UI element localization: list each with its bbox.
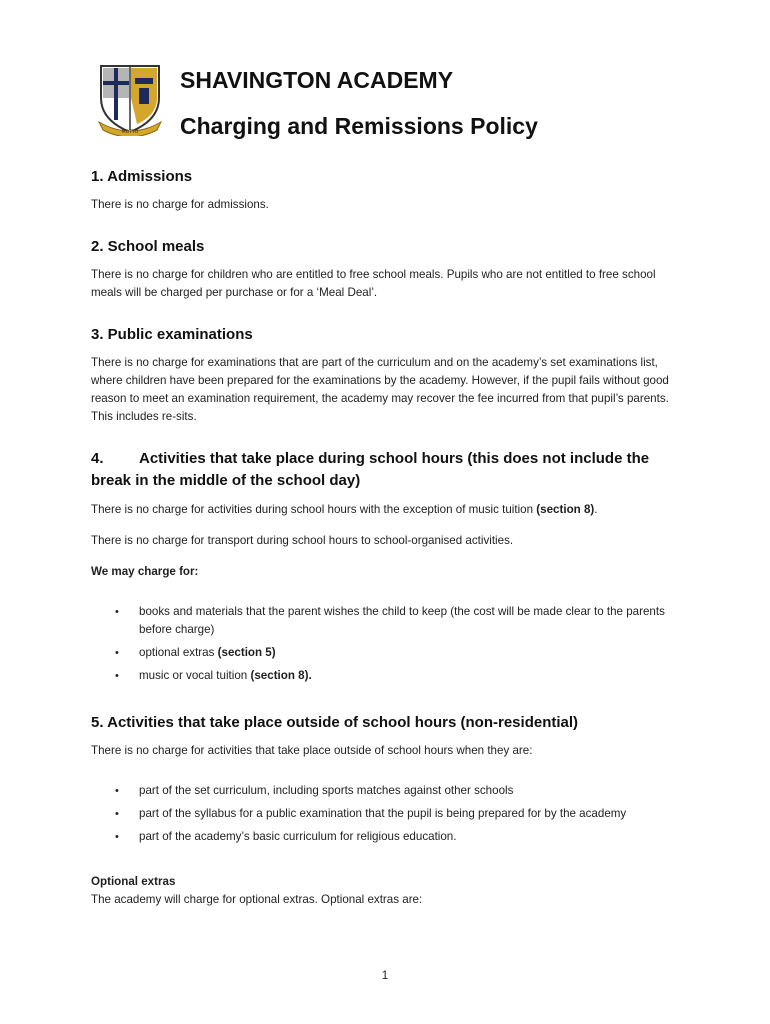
- list-item-text: optional extras: [139, 646, 218, 659]
- section-heading-public-exams: 3. Public examinations: [91, 326, 253, 343]
- school-meals-text: There is no charge for children who are entitled to free school meals. Pupils who are not entitled to free school meals will be charged per purchase or for a ‘Meal Deal’.: [91, 268, 656, 299]
- bullet-icon: •: [115, 647, 119, 659]
- public-exams-text: There is no charge for examinations that are part of the curriculum and on the academy’s set examinations list, where children have been prepared for the examinations by the academy. However, if the pupil fails without good reason to meet an examination requirement, the academy may recover the fee incurred from that pupil’s parents. This includes re-sits.: [91, 356, 669, 423]
- section-heading-admissions: 1. Admissions: [91, 168, 193, 185]
- list-item: [91, 805, 679, 823]
- charge-list: [91, 603, 679, 685]
- during-hours-text-end: .: [594, 503, 598, 516]
- section-reference: (section 8): [536, 503, 595, 516]
- bullet-icon: •: [115, 606, 119, 618]
- section-reference: (section 8).: [250, 669, 312, 682]
- crest-motto: MOTTO: [121, 130, 139, 135]
- list-item: [91, 782, 679, 800]
- no-charge-list: [91, 782, 679, 846]
- outside-hours-text: There is no charge for activities that take place outside of school hours when they are:: [91, 744, 533, 757]
- school-name: SHAVINGTON ACADEMY: [180, 67, 454, 93]
- during-hours-text: [91, 501, 679, 519]
- list-item: [91, 644, 679, 662]
- document-title: Charging and Remissions Policy: [180, 113, 538, 139]
- page-number: 1: [381, 969, 389, 982]
- list-item-text: part of the academy’s basic curriculum for religious education.: [139, 830, 457, 843]
- bullet-icon: •: [115, 785, 119, 797]
- section-heading-school-meals: 2. School meals: [91, 238, 205, 255]
- list-item-text: part of the syllabus for a public examination that the pupil is being prepared for by the academy: [139, 807, 627, 820]
- section-reference: (section 5): [217, 646, 276, 659]
- admissions-text: There is no charge for admissions.: [91, 198, 269, 211]
- charge-lead: We may charge for:: [91, 565, 199, 578]
- section-heading-outside-hours: 5. Activities that take place outside of school hours (non-residential): [91, 714, 579, 731]
- section-heading-during-hours: [91, 448, 679, 492]
- list-item: [91, 603, 679, 639]
- list-item-text: books and materials that the parent wishes the child to keep (the cost will be made clear to the parents before charge): [139, 605, 665, 636]
- section-number: 4.: [91, 450, 104, 467]
- school-crest-icon: [97, 64, 163, 136]
- list-item-text: part of the set curriculum, including sports matches against other schools: [139, 784, 514, 797]
- bullet-icon: •: [115, 831, 119, 843]
- list-item: [91, 667, 679, 685]
- optional-extras-text: The academy will charge for optional extras. Optional extras are:: [91, 893, 423, 906]
- transport-text: There is no charge for transport during school hours to school-organised activities.: [91, 534, 514, 547]
- document-body: [91, 166, 679, 909]
- bullet-icon: •: [115, 808, 119, 820]
- optional-extras-heading: Optional extras: [91, 875, 176, 888]
- list-item-text: music or vocal tuition: [139, 669, 251, 682]
- during-hours-text-main: There is no charge for activities during school hours with the exception of music tuition: [91, 503, 537, 516]
- section-heading-text: Activities that take place during school hours (this does not include the break in the middle of the school day): [91, 450, 650, 489]
- bullet-icon: •: [115, 670, 119, 682]
- list-item: [91, 828, 679, 846]
